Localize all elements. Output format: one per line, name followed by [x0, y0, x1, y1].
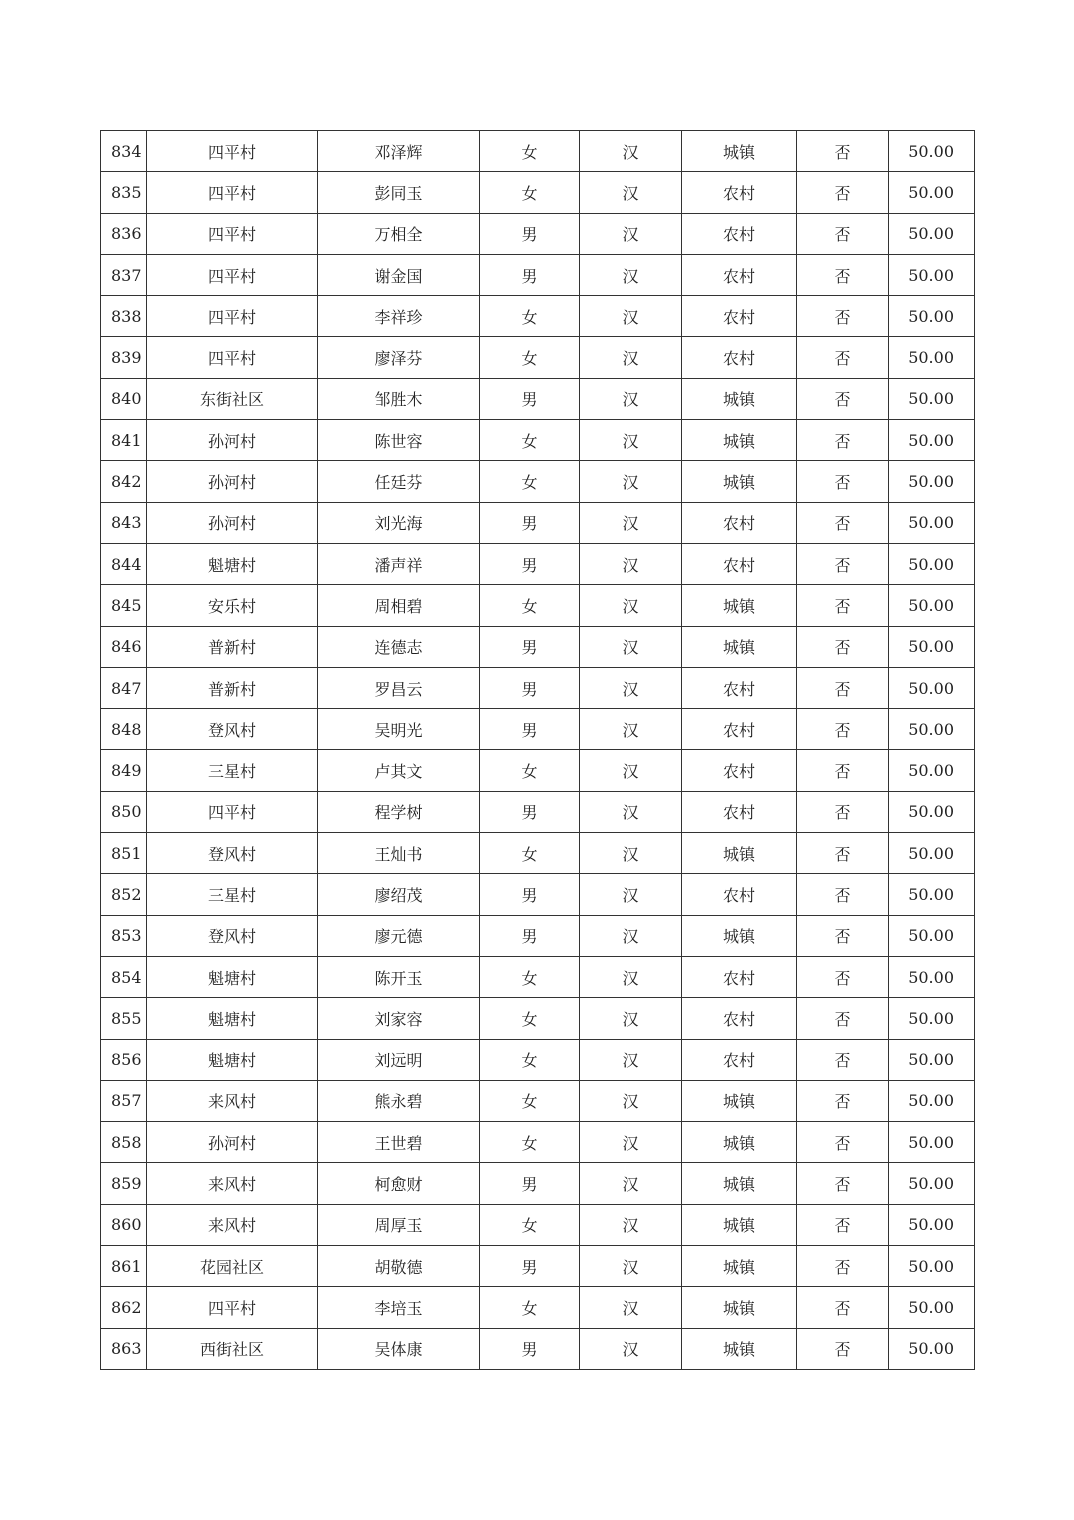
cell-residence-type: 农村 [682, 296, 797, 337]
cell-flag: 否 [797, 1122, 889, 1163]
cell-ethnicity: 汉 [580, 1328, 682, 1369]
cell-residence-type: 农村 [682, 956, 797, 997]
cell-gender: 女 [480, 1204, 580, 1245]
cell-amount: 50.00 [889, 709, 975, 750]
cell-flag: 否 [797, 956, 889, 997]
cell-residence-type: 城镇 [682, 1246, 797, 1287]
cell-ethnicity: 汉 [580, 172, 682, 213]
cell-village: 三星村 [147, 874, 318, 915]
cell-residence-type: 农村 [682, 874, 797, 915]
cell-name: 陈世容 [318, 420, 480, 461]
table-row [101, 543, 975, 584]
table-row [101, 626, 975, 667]
cell-ethnicity: 汉 [580, 626, 682, 667]
cell-row-number: 862 [101, 1287, 147, 1328]
cell-village: 来风村 [147, 1163, 318, 1204]
cell-row-number: 859 [101, 1163, 147, 1204]
cell-flag: 否 [797, 626, 889, 667]
cell-name: 邹胜木 [318, 378, 480, 419]
cell-gender: 女 [480, 337, 580, 378]
table-row [101, 667, 975, 708]
cell-row-number: 851 [101, 833, 147, 874]
table-row [101, 213, 975, 254]
cell-residence-type: 城镇 [682, 626, 797, 667]
table-row [101, 915, 975, 956]
cell-amount: 50.00 [889, 915, 975, 956]
cell-flag: 否 [797, 502, 889, 543]
cell-village: 魁塘村 [147, 543, 318, 584]
table-row [101, 1163, 975, 1204]
cell-name: 刘远明 [318, 1039, 480, 1080]
cell-ethnicity: 汉 [580, 254, 682, 295]
cell-flag: 否 [797, 213, 889, 254]
cell-flag: 否 [797, 1246, 889, 1287]
cell-amount: 50.00 [889, 1163, 975, 1204]
cell-ethnicity: 汉 [580, 296, 682, 337]
cell-name: 柯愈财 [318, 1163, 480, 1204]
cell-gender: 男 [480, 709, 580, 750]
cell-village: 登风村 [147, 709, 318, 750]
cell-ethnicity: 汉 [580, 1039, 682, 1080]
cell-gender: 女 [480, 956, 580, 997]
cell-row-number: 857 [101, 1080, 147, 1121]
cell-ethnicity: 汉 [580, 956, 682, 997]
cell-flag: 否 [797, 461, 889, 502]
cell-village: 花园社区 [147, 1246, 318, 1287]
cell-residence-type: 农村 [682, 1039, 797, 1080]
table-row [101, 874, 975, 915]
cell-gender: 女 [480, 833, 580, 874]
cell-ethnicity: 汉 [580, 667, 682, 708]
cell-flag: 否 [797, 1204, 889, 1245]
cell-village: 来风村 [147, 1080, 318, 1121]
cell-residence-type: 农村 [682, 172, 797, 213]
cell-row-number: 861 [101, 1246, 147, 1287]
table-row [101, 420, 975, 461]
cell-village: 登风村 [147, 833, 318, 874]
cell-gender: 女 [480, 1122, 580, 1163]
cell-residence-type: 城镇 [682, 461, 797, 502]
cell-flag: 否 [797, 874, 889, 915]
table-row [101, 378, 975, 419]
cell-ethnicity: 汉 [580, 420, 682, 461]
cell-residence-type: 城镇 [682, 1204, 797, 1245]
cell-name: 吴明光 [318, 709, 480, 750]
cell-residence-type: 城镇 [682, 1122, 797, 1163]
cell-village: 普新村 [147, 626, 318, 667]
cell-flag: 否 [797, 750, 889, 791]
cell-row-number: 847 [101, 667, 147, 708]
cell-row-number: 845 [101, 585, 147, 626]
cell-row-number: 854 [101, 956, 147, 997]
cell-flag: 否 [797, 709, 889, 750]
cell-row-number: 852 [101, 874, 147, 915]
cell-name: 胡敬德 [318, 1246, 480, 1287]
cell-gender: 女 [480, 461, 580, 502]
cell-name: 吴体康 [318, 1328, 480, 1369]
cell-residence-type: 城镇 [682, 1080, 797, 1121]
cell-gender: 男 [480, 667, 580, 708]
cell-flag: 否 [797, 585, 889, 626]
cell-row-number: 838 [101, 296, 147, 337]
cell-amount: 50.00 [889, 874, 975, 915]
cell-flag: 否 [797, 172, 889, 213]
cell-ethnicity: 汉 [580, 915, 682, 956]
cell-name: 廖绍茂 [318, 874, 480, 915]
cell-village: 四平村 [147, 791, 318, 832]
cell-amount: 50.00 [889, 791, 975, 832]
cell-amount: 50.00 [889, 998, 975, 1039]
cell-name: 刘家容 [318, 998, 480, 1039]
cell-row-number: 860 [101, 1204, 147, 1245]
cell-ethnicity: 汉 [580, 585, 682, 626]
cell-ethnicity: 汉 [580, 461, 682, 502]
cell-ethnicity: 汉 [580, 502, 682, 543]
table-row [101, 1328, 975, 1369]
table-row [101, 1039, 975, 1080]
cell-name: 连德志 [318, 626, 480, 667]
cell-flag: 否 [797, 1039, 889, 1080]
cell-village: 四平村 [147, 296, 318, 337]
cell-name: 万相全 [318, 213, 480, 254]
cell-amount: 50.00 [889, 543, 975, 584]
cell-amount: 50.00 [889, 1039, 975, 1080]
cell-amount: 50.00 [889, 131, 975, 172]
cell-row-number: 834 [101, 131, 147, 172]
cell-flag: 否 [797, 420, 889, 461]
table-row [101, 172, 975, 213]
cell-residence-type: 农村 [682, 502, 797, 543]
cell-row-number: 836 [101, 213, 147, 254]
cell-flag: 否 [797, 1287, 889, 1328]
cell-gender: 女 [480, 1039, 580, 1080]
cell-flag: 否 [797, 833, 889, 874]
cell-gender: 男 [480, 915, 580, 956]
table-row [101, 956, 975, 997]
cell-name: 邓泽辉 [318, 131, 480, 172]
cell-row-number: 839 [101, 337, 147, 378]
table-row [101, 1204, 975, 1245]
cell-gender: 男 [480, 254, 580, 295]
cell-name: 王灿书 [318, 833, 480, 874]
table-row [101, 1246, 975, 1287]
cell-gender: 女 [480, 585, 580, 626]
cell-gender: 男 [480, 791, 580, 832]
cell-row-number: 853 [101, 915, 147, 956]
cell-village: 魁塘村 [147, 998, 318, 1039]
cell-village: 孙河村 [147, 502, 318, 543]
cell-village: 孙河村 [147, 461, 318, 502]
cell-amount: 50.00 [889, 956, 975, 997]
cell-ethnicity: 汉 [580, 998, 682, 1039]
cell-name: 程学树 [318, 791, 480, 832]
cell-amount: 50.00 [889, 254, 975, 295]
cell-gender: 男 [480, 378, 580, 419]
cell-row-number: 848 [101, 709, 147, 750]
table-row [101, 1122, 975, 1163]
cell-village: 四平村 [147, 254, 318, 295]
cell-residence-type: 农村 [682, 998, 797, 1039]
table-row [101, 502, 975, 543]
cell-ethnicity: 汉 [580, 1204, 682, 1245]
cell-ethnicity: 汉 [580, 378, 682, 419]
cell-row-number: 856 [101, 1039, 147, 1080]
table-row [101, 1287, 975, 1328]
cell-village: 孙河村 [147, 1122, 318, 1163]
table-row [101, 585, 975, 626]
cell-amount: 50.00 [889, 1080, 975, 1121]
cell-gender: 女 [480, 172, 580, 213]
cell-gender: 男 [480, 502, 580, 543]
cell-flag: 否 [797, 1328, 889, 1369]
cell-residence-type: 农村 [682, 667, 797, 708]
cell-flag: 否 [797, 378, 889, 419]
table-row [101, 833, 975, 874]
cell-flag: 否 [797, 1080, 889, 1121]
cell-village: 魁塘村 [147, 956, 318, 997]
cell-ethnicity: 汉 [580, 213, 682, 254]
cell-name: 李祥珍 [318, 296, 480, 337]
table-row [101, 998, 975, 1039]
cell-residence-type: 城镇 [682, 1287, 797, 1328]
cell-gender: 男 [480, 213, 580, 254]
cell-amount: 50.00 [889, 833, 975, 874]
table-row [101, 296, 975, 337]
cell-gender: 女 [480, 750, 580, 791]
cell-ethnicity: 汉 [580, 1122, 682, 1163]
cell-ethnicity: 汉 [580, 750, 682, 791]
cell-name: 周相碧 [318, 585, 480, 626]
cell-ethnicity: 汉 [580, 131, 682, 172]
cell-residence-type: 城镇 [682, 585, 797, 626]
cell-residence-type: 城镇 [682, 131, 797, 172]
cell-village: 魁塘村 [147, 1039, 318, 1080]
cell-amount: 50.00 [889, 1122, 975, 1163]
cell-village: 四平村 [147, 131, 318, 172]
cell-row-number: 835 [101, 172, 147, 213]
table-row [101, 131, 975, 172]
cell-amount: 50.00 [889, 1287, 975, 1328]
cell-residence-type: 城镇 [682, 1163, 797, 1204]
cell-ethnicity: 汉 [580, 874, 682, 915]
cell-gender: 男 [480, 1163, 580, 1204]
cell-gender: 男 [480, 874, 580, 915]
cell-ethnicity: 汉 [580, 833, 682, 874]
cell-flag: 否 [797, 337, 889, 378]
cell-flag: 否 [797, 667, 889, 708]
cell-village: 孙河村 [147, 420, 318, 461]
cell-name: 彭同玉 [318, 172, 480, 213]
table-row [101, 709, 975, 750]
cell-row-number: 846 [101, 626, 147, 667]
cell-gender: 男 [480, 1246, 580, 1287]
cell-residence-type: 城镇 [682, 1328, 797, 1369]
cell-row-number: 855 [101, 998, 147, 1039]
cell-name: 卢其文 [318, 750, 480, 791]
cell-row-number: 850 [101, 791, 147, 832]
table-row [101, 461, 975, 502]
cell-name: 任廷芬 [318, 461, 480, 502]
cell-village: 四平村 [147, 337, 318, 378]
cell-row-number: 863 [101, 1328, 147, 1369]
cell-ethnicity: 汉 [580, 709, 682, 750]
roster-table [100, 130, 975, 1370]
cell-village: 来风村 [147, 1204, 318, 1245]
cell-amount: 50.00 [889, 461, 975, 502]
cell-row-number: 840 [101, 378, 147, 419]
cell-flag: 否 [797, 296, 889, 337]
cell-residence-type: 农村 [682, 750, 797, 791]
cell-row-number: 841 [101, 420, 147, 461]
cell-row-number: 842 [101, 461, 147, 502]
cell-amount: 50.00 [889, 1246, 975, 1287]
cell-gender: 女 [480, 131, 580, 172]
cell-gender: 女 [480, 1287, 580, 1328]
cell-amount: 50.00 [889, 750, 975, 791]
cell-amount: 50.00 [889, 585, 975, 626]
cell-amount: 50.00 [889, 626, 975, 667]
table-row [101, 750, 975, 791]
cell-flag: 否 [797, 543, 889, 584]
cell-village: 三星村 [147, 750, 318, 791]
cell-village: 四平村 [147, 1287, 318, 1328]
cell-residence-type: 农村 [682, 709, 797, 750]
cell-village: 西街社区 [147, 1328, 318, 1369]
cell-row-number: 849 [101, 750, 147, 791]
cell-amount: 50.00 [889, 296, 975, 337]
roster-body [101, 131, 975, 1370]
cell-residence-type: 农村 [682, 543, 797, 584]
cell-ethnicity: 汉 [580, 1163, 682, 1204]
cell-residence-type: 农村 [682, 213, 797, 254]
cell-name: 罗昌云 [318, 667, 480, 708]
cell-amount: 50.00 [889, 378, 975, 419]
cell-name: 熊永碧 [318, 1080, 480, 1121]
table-row [101, 254, 975, 295]
cell-gender: 男 [480, 1328, 580, 1369]
cell-row-number: 858 [101, 1122, 147, 1163]
cell-flag: 否 [797, 915, 889, 956]
cell-residence-type: 城镇 [682, 420, 797, 461]
cell-name: 谢金国 [318, 254, 480, 295]
cell-name: 潘声祥 [318, 543, 480, 584]
cell-name: 陈开玉 [318, 956, 480, 997]
cell-flag: 否 [797, 998, 889, 1039]
cell-village: 东街社区 [147, 378, 318, 419]
cell-name: 刘光海 [318, 502, 480, 543]
cell-residence-type: 农村 [682, 254, 797, 295]
cell-amount: 50.00 [889, 1328, 975, 1369]
cell-amount: 50.00 [889, 1204, 975, 1245]
table-row [101, 791, 975, 832]
cell-gender: 女 [480, 420, 580, 461]
cell-ethnicity: 汉 [580, 1287, 682, 1328]
cell-amount: 50.00 [889, 337, 975, 378]
cell-ethnicity: 汉 [580, 543, 682, 584]
cell-village: 四平村 [147, 172, 318, 213]
cell-name: 王世碧 [318, 1122, 480, 1163]
cell-residence-type: 城镇 [682, 378, 797, 419]
cell-flag: 否 [797, 131, 889, 172]
cell-village: 安乐村 [147, 585, 318, 626]
table-row [101, 337, 975, 378]
cell-row-number: 837 [101, 254, 147, 295]
cell-residence-type: 城镇 [682, 833, 797, 874]
cell-flag: 否 [797, 791, 889, 832]
cell-village: 登风村 [147, 915, 318, 956]
cell-ethnicity: 汉 [580, 1246, 682, 1287]
cell-gender: 女 [480, 998, 580, 1039]
cell-ethnicity: 汉 [580, 791, 682, 832]
cell-gender: 男 [480, 626, 580, 667]
cell-residence-type: 农村 [682, 337, 797, 378]
cell-ethnicity: 汉 [580, 337, 682, 378]
cell-flag: 否 [797, 254, 889, 295]
cell-village: 普新村 [147, 667, 318, 708]
cell-name: 周厚玉 [318, 1204, 480, 1245]
cell-name: 廖泽芬 [318, 337, 480, 378]
cell-flag: 否 [797, 1163, 889, 1204]
cell-residence-type: 农村 [682, 791, 797, 832]
cell-ethnicity: 汉 [580, 1080, 682, 1121]
cell-gender: 女 [480, 296, 580, 337]
cell-row-number: 844 [101, 543, 147, 584]
cell-name: 廖元德 [318, 915, 480, 956]
cell-row-number: 843 [101, 502, 147, 543]
cell-village: 四平村 [147, 213, 318, 254]
cell-gender: 男 [480, 543, 580, 584]
cell-amount: 50.00 [889, 667, 975, 708]
table-row [101, 1080, 975, 1121]
cell-residence-type: 城镇 [682, 915, 797, 956]
cell-amount: 50.00 [889, 502, 975, 543]
cell-amount: 50.00 [889, 213, 975, 254]
cell-amount: 50.00 [889, 172, 975, 213]
cell-amount: 50.00 [889, 420, 975, 461]
cell-name: 李培玉 [318, 1287, 480, 1328]
cell-gender: 女 [480, 1080, 580, 1121]
